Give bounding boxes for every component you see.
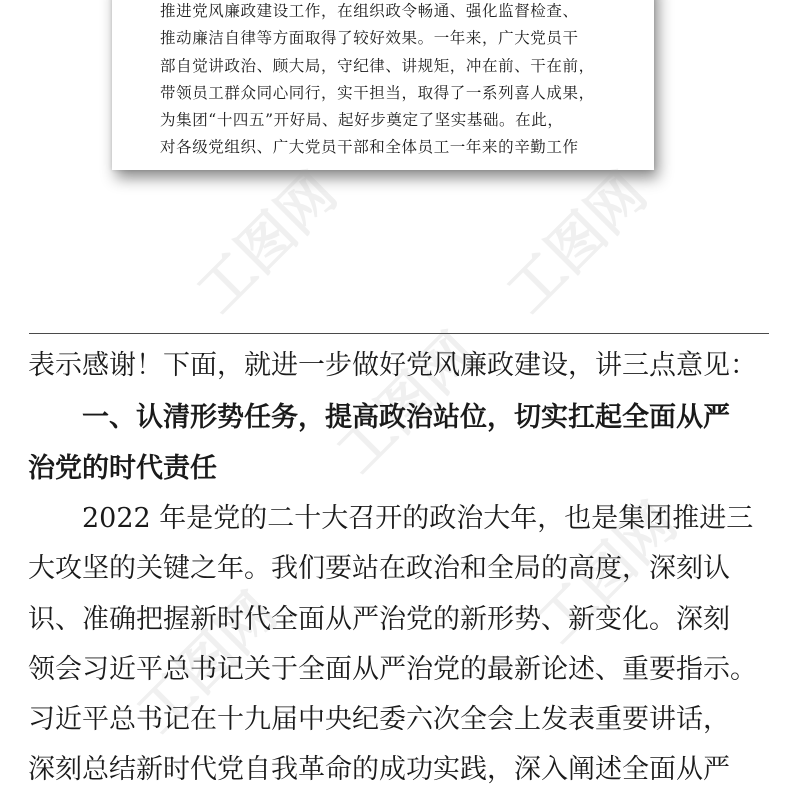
card-line-6: 对各级党组织、广大党员干部和全体员工一年来的辛勤工作 bbox=[160, 138, 579, 157]
watermark-4: 工图网 bbox=[524, 490, 690, 656]
card-text-block bbox=[160, 0, 630, 162]
watermark-1: 工图网 bbox=[184, 160, 350, 326]
paragraph-line-5: 习近平总书记在十九届中央纪委六次全会上发表重要讲话， bbox=[28, 704, 730, 735]
document-page-card bbox=[112, 0, 654, 170]
section-heading-line-1: 一、认清形势任务，提高政治站位，切实扛起全面从严 bbox=[82, 402, 730, 433]
card-line-1: 推进党风廉政建设工作，在组织政令畅通、强化监督检查、 bbox=[160, 2, 579, 20]
card-line-3: 部自觉讲政治、顾大局，守纪律、讲规矩，冲在前、干在前， bbox=[160, 56, 595, 75]
watermark-5: 工图网 bbox=[124, 580, 290, 746]
watermark-2: 工图网 bbox=[494, 160, 660, 326]
section-heading-line-2: 治党的时代责任 bbox=[28, 453, 217, 484]
card-line-2: 推动廉洁自律等方面取得了较好效果。一年来，广大党员干 bbox=[160, 29, 579, 48]
paragraph-line-2: 大攻坚的关键之年。我们要站在政治和全局的高度，深刻认 bbox=[28, 553, 730, 584]
paragraph-line-4: 领会习近平总书记关于全面从严治党的最新论述、重要指示。 bbox=[28, 654, 757, 685]
paragraph-line-1: 2022 年是党的二十大召开的政治大年，也是集团推进三 bbox=[82, 503, 754, 534]
body-line-1: 表示感谢！下面，就进一步做好党风廉政建设，讲三点意见： bbox=[28, 350, 757, 381]
paragraph-line-6: 深刻总结新时代党自我革命的成功实践，深入阐述全面从严 bbox=[28, 754, 730, 785]
card-line-5: 为集团“十四五”开好局、起好步奠定了坚实基础。在此， bbox=[160, 111, 564, 130]
watermark-3: 工图网 bbox=[324, 320, 490, 486]
card-line-4: 带领员工群众同心同行，实干担当，取得了一系列喜人成果， bbox=[160, 83, 595, 102]
paragraph-line-3: 识、准确把握新时代全面从严治党的新形势、新变化。深刻 bbox=[28, 604, 730, 635]
section-divider bbox=[29, 333, 769, 334]
